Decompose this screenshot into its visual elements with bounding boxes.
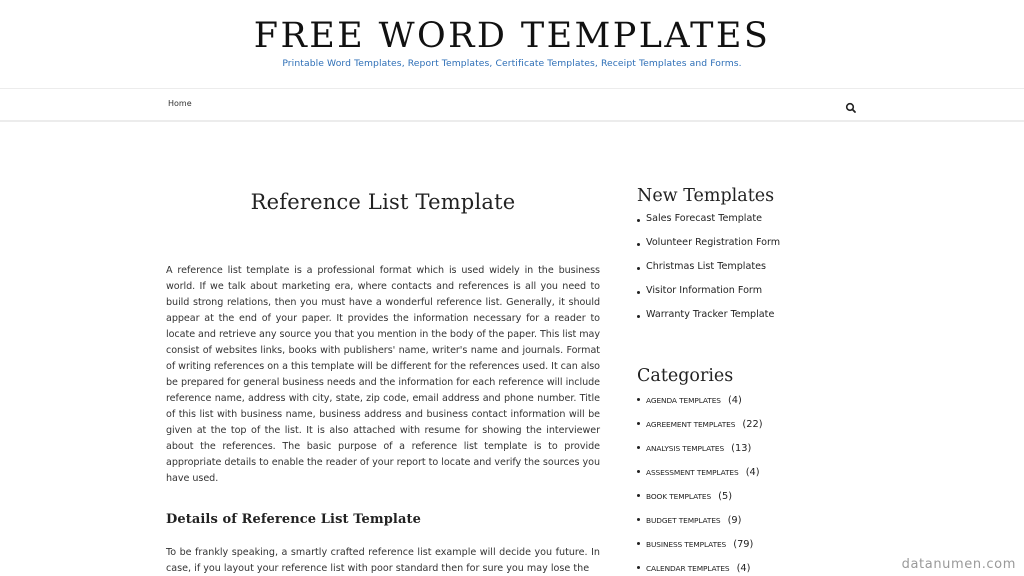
new-template-link[interactable]: Volunteer Registration Form — [637, 236, 867, 260]
site-tagline: Printable Word Templates, Report Templates, Certificate Templates, Receipt Templates and Forms. — [282, 58, 742, 69]
section-heading: Details of Reference List Template — [166, 512, 421, 527]
search-icon[interactable] — [845, 99, 857, 111]
sidebar — [637, 186, 867, 574]
category-item[interactable] — [637, 511, 763, 535]
category-item[interactable] — [637, 391, 763, 415]
category-link[interactable]: BOOK TEMPLATES — [646, 492, 712, 501]
new-template-link[interactable]: Visitor Information Form — [637, 284, 867, 308]
category-count: (4) — [736, 563, 751, 574]
category-count: (4) — [745, 467, 760, 478]
nav-item-home[interactable]: Home — [168, 99, 192, 108]
watermark: datanumen.com — [901, 557, 1016, 572]
category-count: (9) — [727, 515, 742, 526]
category-link[interactable]: AGENDA TEMPLATES — [646, 396, 721, 405]
article-paragraph: A reference list template is a professional format which is used widely in the business world. If we talk about marketing era, where contacts and references is all you need to build strong relations, then you must have a wonderful reference list. Generally, it should appear at the end of your paper. It provides the information necessary for a reader to locate and retrieve any source you that you mention in the body of the paper. This list may consist of websites links, books with publishers' name, writer's name and journals. Format of writing references on a this template will be different for the references used. It can also be prepared for general business needs and the information for each reference will include reference name, address with city, state, zip code, email address and phone number. Title of this list with business name, business address and business contact information will be given at the top of the list. It is also attached with resume for showing the interviewer about the references. The basic purpose of a reference list template is to provide appropriate details to enable the reader of your report to locate and verify the sources you have used. — [166, 265, 601, 484]
new-templates-widget — [637, 186, 867, 332]
category-link[interactable]: BUSINESS TEMPLATES — [646, 540, 727, 549]
category-item[interactable] — [637, 415, 763, 439]
categories-widget — [637, 366, 763, 576]
category-count: (79) — [733, 539, 754, 550]
widget-title: New Templates — [637, 186, 775, 206]
category-count: (22) — [742, 419, 763, 430]
category-link[interactable]: ASSESSMENT TEMPLATES — [646, 468, 739, 477]
new-templates-list — [637, 212, 867, 332]
category-item[interactable] — [637, 535, 763, 559]
widget-title: Categories — [637, 366, 734, 386]
category-link[interactable]: ANALYSIS TEMPLATES — [646, 444, 725, 453]
new-template-link[interactable]: Christmas List Templates — [637, 260, 867, 284]
category-link[interactable]: BUDGET TEMPLATES — [646, 516, 721, 525]
article — [166, 180, 601, 574]
category-link[interactable]: CALENDAR TEMPLATES — [646, 564, 730, 573]
page-title: Reference List Template — [250, 190, 516, 214]
new-template-link[interactable]: Sales Forecast Template — [637, 212, 867, 236]
category-count: (13) — [731, 443, 752, 454]
categories-list — [637, 391, 763, 576]
article-paragraph: To be frankly speaking, a smartly crafted reference list example will decide you future. In case, if you layout your reference list with poor standard then for sure you may lose the — [166, 547, 600, 574]
category-link[interactable]: AGREEMENT TEMPLATES — [646, 420, 736, 429]
category-count: (5) — [718, 491, 733, 502]
new-template-link[interactable]: Warranty Tracker Template — [637, 308, 867, 332]
category-item[interactable] — [637, 559, 763, 576]
category-item[interactable] — [637, 463, 763, 487]
category-count: (4) — [727, 395, 742, 406]
site-header — [0, 0, 1024, 88]
category-item[interactable] — [637, 487, 763, 511]
main-navigation — [0, 88, 1024, 122]
site-title[interactable]: FREE WORD TEMPLATES — [253, 16, 771, 56]
